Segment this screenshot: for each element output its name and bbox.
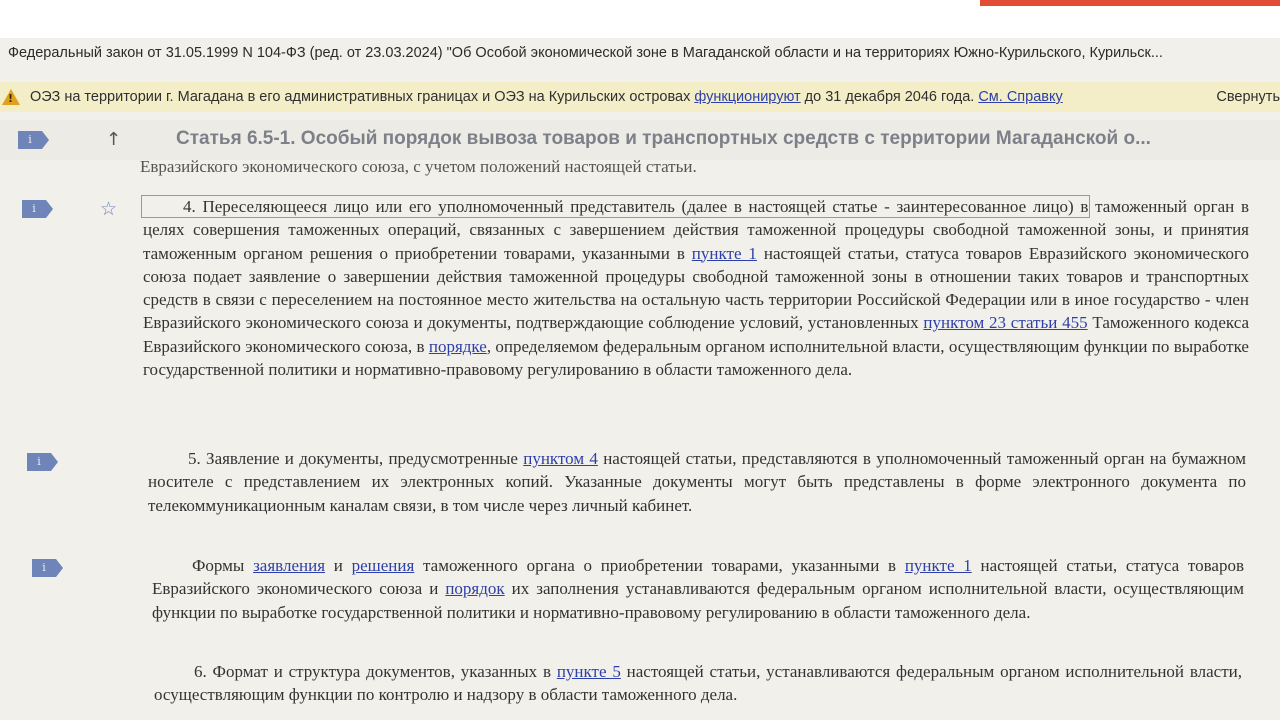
notice-text (30, 89, 1063, 105)
paragraph-6 (154, 660, 1242, 707)
notice-banner (0, 82, 1280, 112)
paragraph-5b-text-4: настоящей статьи, статуса товаров Евразийского экономического союза и (152, 556, 1244, 599)
link-punkt-23-st-455[interactable]: пунктом 23 статьи 455 (923, 313, 1088, 333)
paragraph-5-text-2: настоящей статьи, представляются в уполномоченный таможенный орган на бумажном носителе с представлением их электронных копий. Указанные документы могут быть представлены в форме электронного документа по телекоммуникационным каналам связи, в том числе через личный кабинет. (148, 449, 1246, 515)
info-marker-icon[interactable] (32, 559, 56, 577)
info-marker-icon[interactable] (18, 131, 42, 149)
top-toolbar (0, 0, 1280, 38)
toolbar-accent (980, 0, 1280, 6)
document-title[interactable]: Федеральный закон от 31.05.1999 N 104-ФЗ (ред. от 23.03.2024) "Об Особой экономической зоне в Магаданской области и на территориях Южно-Курильского, Курильск... (8, 45, 1163, 61)
info-marker-icon[interactable] (27, 453, 51, 471)
paragraph-6-text-2: настоящей статьи, устанавливаются федеральным органом исполнительной власти, осуществляющим функции по контролю и надзору в области таможенного дела. (154, 662, 1242, 705)
paragraph-5b-text-3: таможенного органа о приобретении товарами, указанными в (414, 556, 905, 575)
cut-off-text: Евразийского экономического союза, с учетом положений настоящей статьи. (140, 160, 697, 176)
paragraph-5b-text-2: и (325, 556, 352, 575)
notice-text-before: ОЭЗ на территории г. Магадана в его административных границах и ОЭЗ на Курильских островах (30, 89, 695, 105)
notice-link-function[interactable]: функционируют (694, 89, 801, 105)
warning-icon: ! (2, 89, 20, 105)
star-icon[interactable]: ☆ (100, 198, 118, 220)
paragraph-4-first-text: 4. Переселяющееся лицо или его уполномоченный представитель (далее в настоящей статье - заинтересованное лицо) в (183, 197, 1089, 216)
paragraph-5b-text-1: Формы (192, 556, 254, 575)
link-punkte-1[interactable]: пункте 1 (904, 556, 972, 575)
link-poryadok[interactable]: порядок (445, 579, 505, 599)
marker-label: i (28, 133, 32, 146)
paragraph-5 (148, 447, 1246, 517)
link-punktom-4[interactable]: пунктом 4 (523, 449, 598, 468)
notice-link-help[interactable]: См. Справку (978, 89, 1063, 105)
marker-label: i (42, 561, 46, 574)
paragraph-4-first-line (143, 197, 1088, 216)
info-marker-icon[interactable] (22, 200, 46, 218)
notice-text-after: до 31 декабря 2046 года. (800, 89, 979, 105)
marker-label: i (32, 202, 36, 215)
link-resheniya[interactable]: решения (351, 556, 415, 575)
up-arrow-icon[interactable]: ↑ (106, 129, 122, 150)
paragraph-4-text-4: , определяемом федеральным органом исполнительной власти, осуществляющим функции по выработке государственной политики и нормативно-правовому регулированию в области таможенного дела. (143, 336, 1249, 380)
link-punkte-5[interactable]: пункте 5 (556, 662, 621, 681)
paragraph-4-text-1: таможенный орган в целях совершения таможенных операций, связанных с завершением действия таможенной процедуры свободной таможенной зоны, и принятия таможенным органом решения о приобретении товарами, указанными в (143, 197, 1249, 263)
link-poryadke[interactable]: порядке (428, 336, 487, 356)
paragraph-4-text-2: настоящей статьи, статуса товаров Евразийского экономического союза подает заявление о завершении действия таможенной процедуры свободной таможенной зоны в отношении таких товаров и транспортных средств в связи с переселением на постоянное место жительства на остальную часть территории Российской Федерации или в иное государство - член Евразийского экономического союза и документы, подтверждающие соблюдение условий, установленных (143, 243, 1250, 333)
paragraph-6-text-1: 6. Формат и структура документов, указанных в (194, 662, 557, 681)
paragraph-5b-text-5: их заполнения устанавливаются федеральным органом исполнительной власти, осуществляющим функции по выработке государственной политики и нормативно-правовому регулированию в области таможенного дела. (152, 579, 1245, 622)
marker-label: i (37, 455, 41, 468)
collapse-button[interactable]: Свернуть (1216, 89, 1280, 105)
article-title: Статья 6.5-1. Особый порядок вывоза товаров и транспортных средств с территории Магаданской о... (176, 128, 1151, 149)
paragraph-4-text-3: Таможенного кодекса Евразийского экономического союза, в (143, 313, 1250, 356)
paragraph-4 (143, 195, 1249, 381)
link-punkt-1[interactable]: пункте 1 (691, 243, 757, 263)
link-zayavleniya[interactable]: заявления (253, 556, 326, 575)
paragraph-5-forms (152, 554, 1244, 624)
paragraph-5-text-1: 5. Заявление и документы, предусмотренные (188, 449, 524, 468)
